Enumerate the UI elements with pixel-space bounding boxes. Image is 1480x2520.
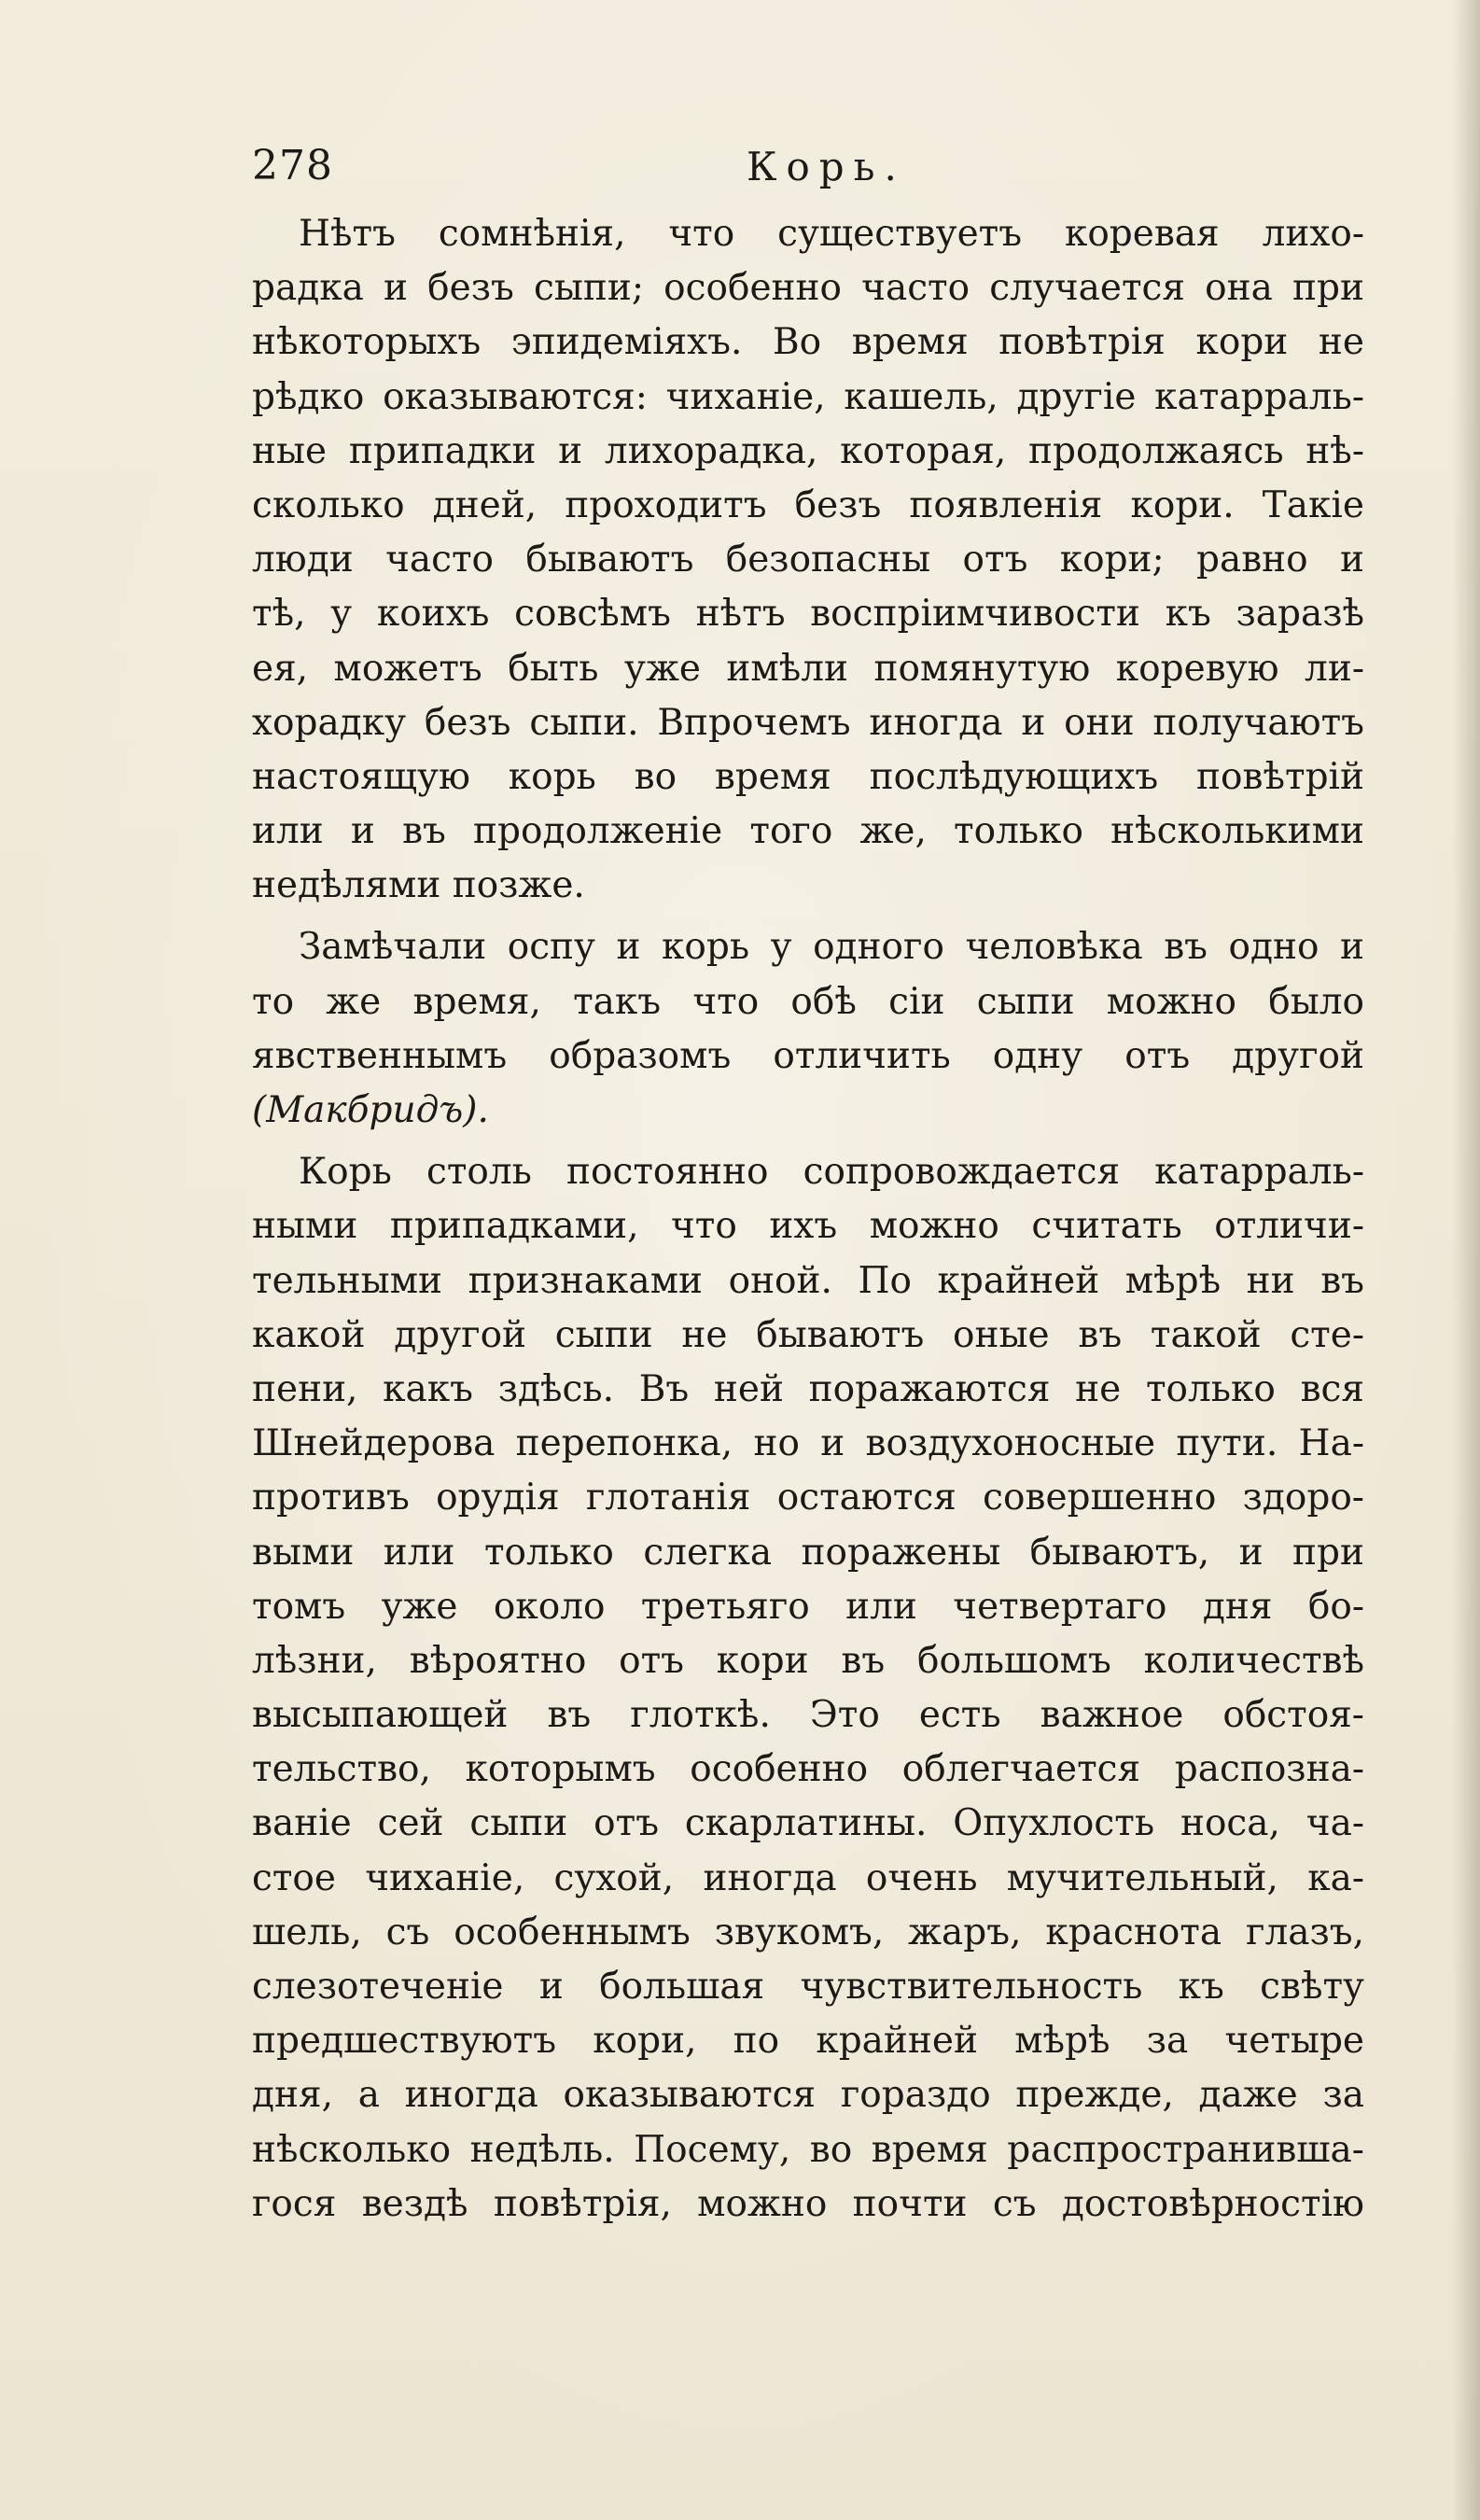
text-line: выми или только слегка поражены бываютъ, и при <box>252 1531 1364 1574</box>
text-line: сколько дней, проходитъ безъ появленія кори. Такіе <box>252 483 1364 526</box>
text-line: нѣсколько недѣль. Посему, во время распространивша- <box>252 2128 1364 2171</box>
paragraph-3 <box>252 1145 1364 2232</box>
text-line: Нѣтъ сомнѣнія, что существуетъ коревая лихо- <box>299 213 1364 255</box>
paragraph-1 <box>252 207 1364 913</box>
text-line: ея, можетъ быть уже имѣли помянутую коревую ли- <box>252 647 1364 690</box>
text-line: настоящую корь во время послѣдующихъ повѣтрій <box>252 755 1364 798</box>
text-line: Корь столь постоянно сопровождается катарраль- <box>299 1151 1364 1194</box>
text-line: радка и безъ сыпи; особенно часто случается она при <box>252 267 1364 310</box>
text-line: недѣлями позже. <box>252 864 585 907</box>
text-line: нѣкоторыхъ эпидеміяхъ. Во время повѣтрія кори не <box>252 321 1364 364</box>
text-line: шель, съ особеннымъ звукомъ, жаръ, краснота глазъ, <box>252 1911 1364 1953</box>
text-line: высыпающей въ глоткѣ. Это есть важное обстоя- <box>252 1694 1364 1737</box>
text-line: тельными признаками оной. По крайней мѣрѣ ни въ <box>252 1259 1364 1302</box>
text-line: явственнымъ образомъ отличить одну отъ другой <box>252 1034 1364 1077</box>
page-header <box>252 142 1372 207</box>
text-line: или и въ продолженіе того же, только нѣсколькими <box>252 810 1364 853</box>
text-line: тѣ, у коихъ совсѣмъ нѣтъ воспріимчивости къ заразѣ <box>252 593 1364 636</box>
text-line: предшествуютъ кори, по крайней мѣрѣ за четыре <box>252 2020 1364 2063</box>
text-line: тельство, которымъ особенно облегчается распозна- <box>252 1748 1364 1791</box>
text-line: то же время, такъ что обѣ сіи сыпи можно было <box>252 980 1364 1023</box>
text-line: лѣзни, вѣроятно отъ кори въ большомъ количествѣ <box>252 1639 1364 1682</box>
text-line: дня, а иногда оказываются гораздо прежде, даже за <box>252 2074 1364 2117</box>
text-line: гося вездѣ повѣтрія, можно почти съ достовѣрностію <box>252 2182 1364 2225</box>
text-line: противъ орудія глотанія остаются совершенно здоро- <box>252 1477 1364 1519</box>
page-edge-shadow <box>1452 0 1480 2520</box>
text-line: томъ уже около третьяго или четвертаго дня бо- <box>252 1585 1364 1628</box>
text-line: слезотеченіе и большая чувствительность къ свѣту <box>252 1966 1364 2008</box>
text-line: ваніе сей сыпи отъ скарлатины. Опухлость носа, ча- <box>252 1802 1364 1845</box>
text-line: какой другой сыпи не бываютъ оные въ такой сте- <box>252 1313 1364 1356</box>
text-line: Замѣчали оспу и корь у одного человѣка въ одно и <box>299 926 1364 969</box>
running-head: Корь. <box>747 144 906 189</box>
text-line: люди часто бываютъ безопасны отъ кори; равно и <box>252 539 1364 581</box>
text-line: рѣдко оказываются: чиханіе, кашель, другіе катарраль- <box>252 375 1364 418</box>
text-line: ные припадки и лихорадка, которая, продолжаясь нѣ- <box>252 429 1364 472</box>
text-line: стое чиханіе, сухой, иногда очень мучительный, ка- <box>252 1856 1364 1899</box>
body-text <box>252 207 1364 2232</box>
text-line: Шнейдерова перепонка, но и воздухоносные пути. На- <box>252 1422 1364 1465</box>
text-line: пени, какъ здѣсь. Въ ней поражаются не только вся <box>252 1367 1364 1410</box>
text-line: хорадку безъ сыпи. Впрочемъ иногда и они получаютъ <box>252 701 1364 744</box>
page-number: 278 <box>252 142 333 189</box>
citation-line: (Макбридъ). <box>252 1089 489 1131</box>
text-line: ными припадками, что ихъ можно считать отличи- <box>252 1205 1364 1248</box>
paragraph-2 <box>252 920 1364 1138</box>
